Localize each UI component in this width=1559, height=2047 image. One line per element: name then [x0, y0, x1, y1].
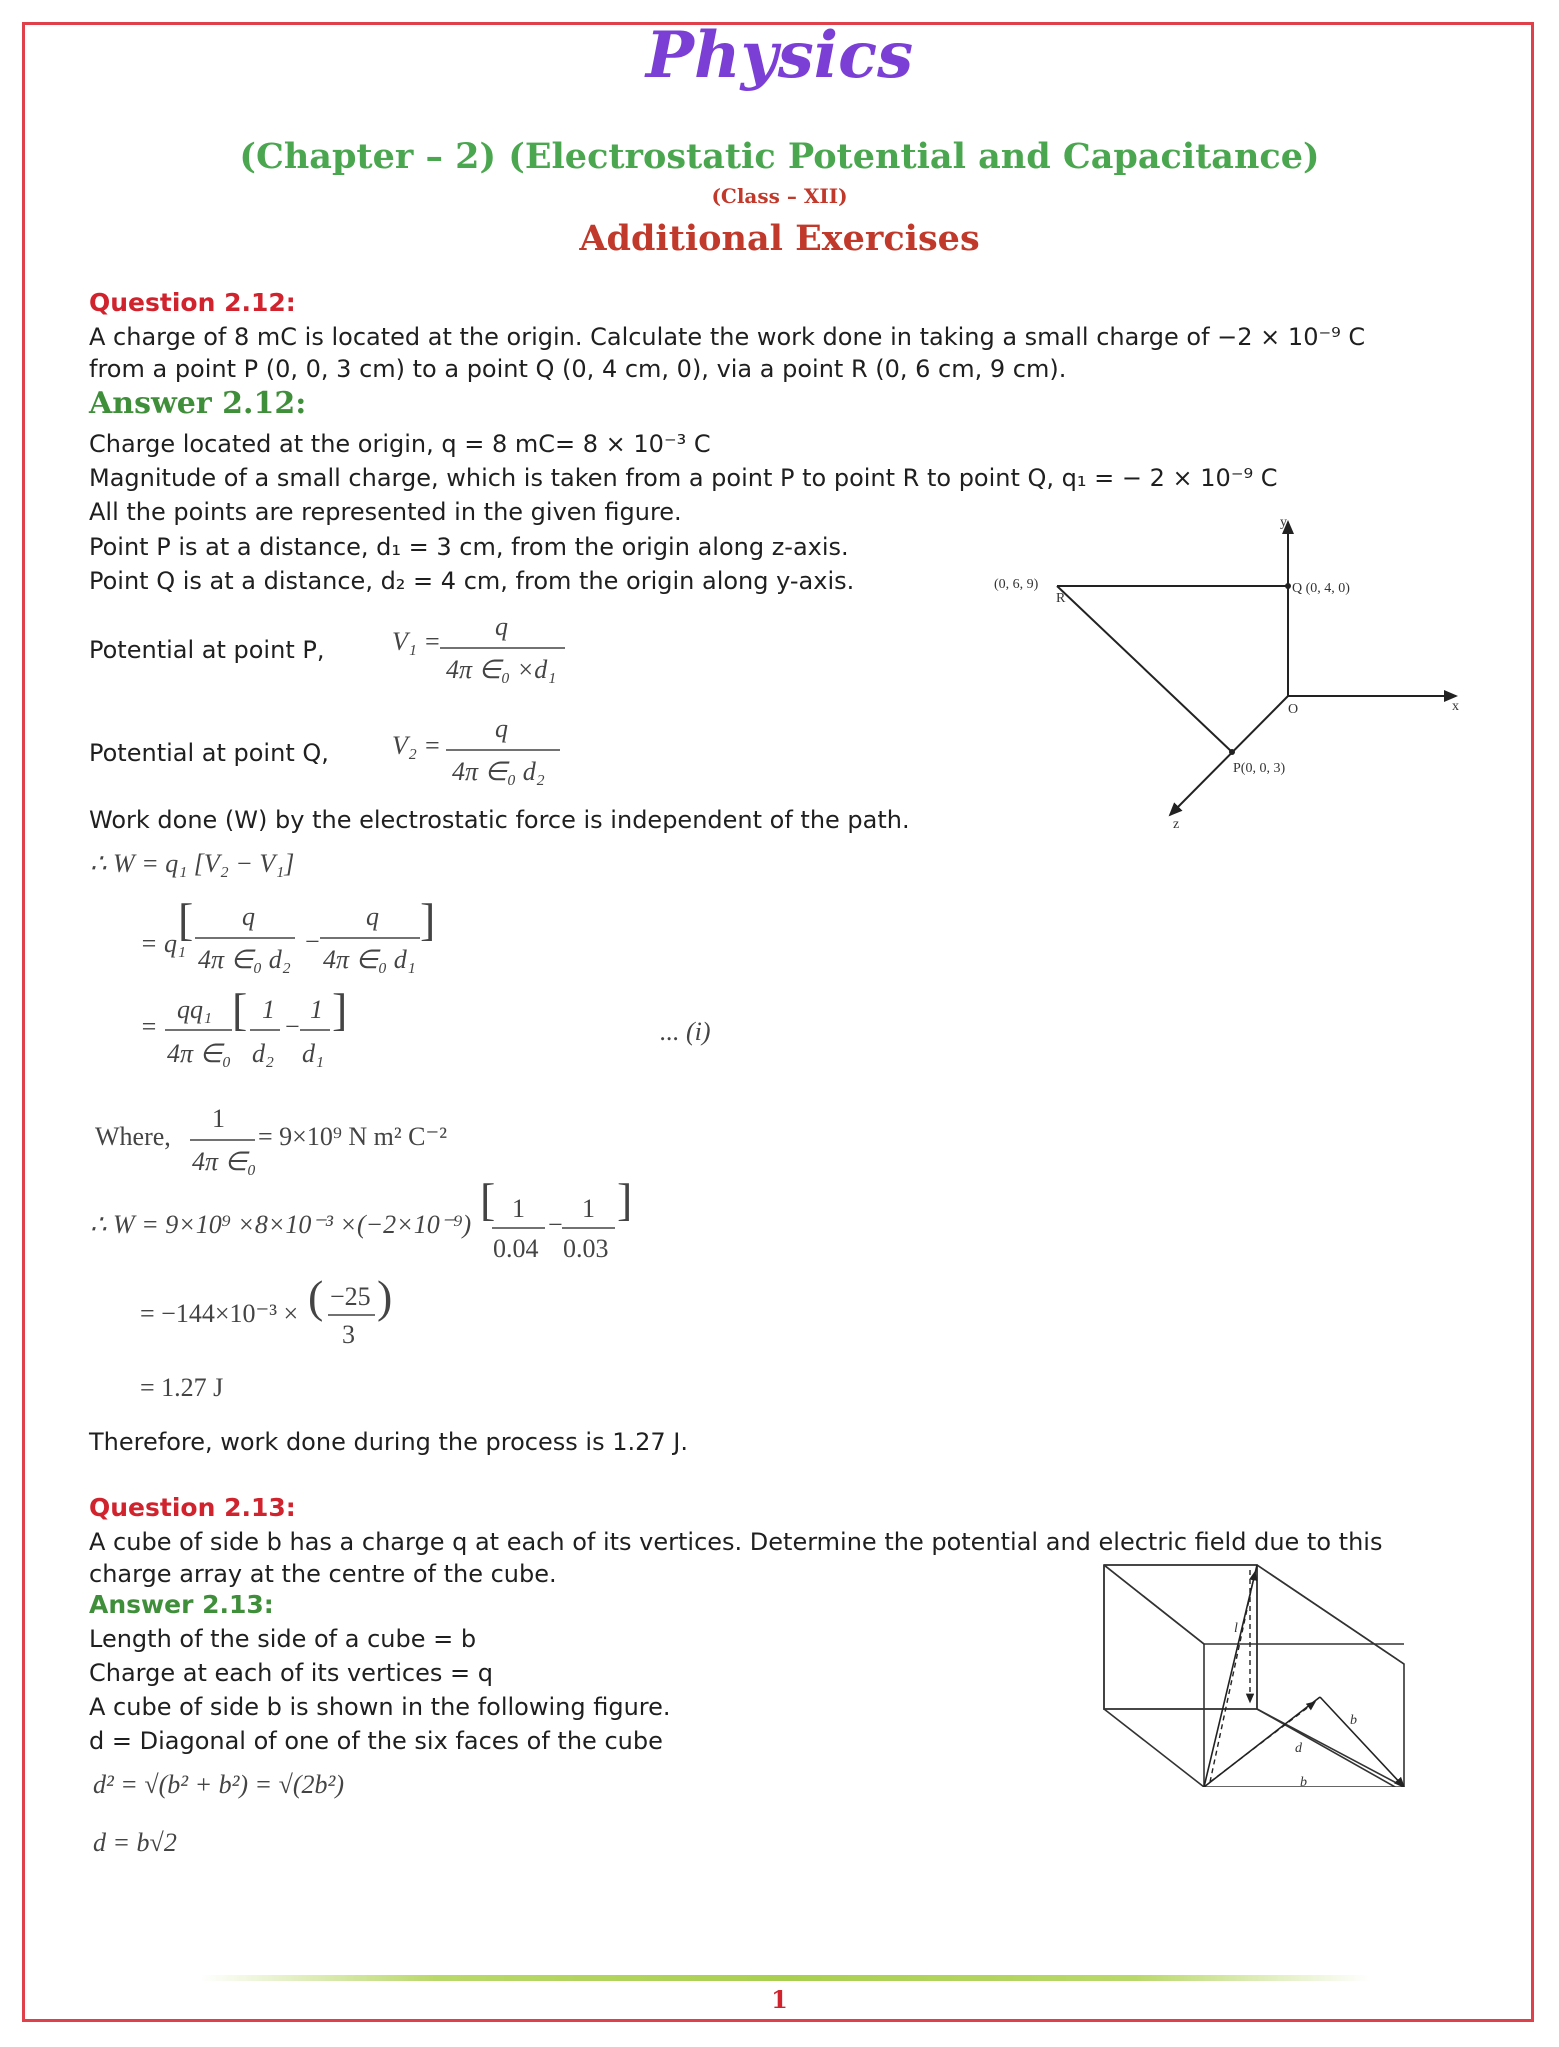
svg-text:]: ] [332, 984, 348, 1035]
question-2-12-label: Question 2.12: [89, 288, 296, 317]
cube-figure-ref: A cube of side b is shown in the following figure. [89, 1693, 671, 1721]
step1-prefix: = q₁ [140, 929, 187, 958]
where-label: Where, [95, 1122, 171, 1151]
cube-figure [1100, 1562, 1415, 1787]
step1-num1: q [242, 902, 255, 931]
chapter-heading: (Chapter – 2) (Electrostatic Potential and Capacitance) [239, 136, 1320, 177]
svg-text:[: [ [178, 894, 194, 945]
w2-f1n: 1 [512, 1194, 525, 1223]
diagonal-value: d = b√2 [93, 1828, 177, 1857]
v2-lhs: V₂ = [392, 731, 441, 760]
question-2-12-text-2: from a point P (0, 0, 3 cm) to a point Q (0, 4 cm, 0), via a point R (0, 6 cm, 9 cm). [89, 355, 1067, 383]
answer-line-point-p: Point P is at a distance, d₁ = 3 cm, from the origin along z-axis. [89, 533, 849, 561]
svg-text:): ) [377, 1271, 393, 1322]
step2-numerator: qq₁ [177, 995, 213, 1024]
answer-2-12-label: Answer 2.12: [89, 386, 307, 421]
step2-f1n: 1 [262, 995, 275, 1024]
y-axis-label: y [1280, 515, 1287, 530]
origin-label: O [1288, 702, 1299, 717]
section-heading: Additional Exercises [579, 218, 980, 259]
step2-f2d: d₁ [302, 1039, 325, 1068]
question-2-12-text-1: A charge of 8 mC is located at the origin. Calculate the work done in taking a small charge of −2 × 10⁻⁹ C [89, 323, 1366, 351]
w2-f2d: 0.03 [563, 1234, 609, 1263]
w3-denominator: 3 [342, 1320, 355, 1349]
v1-numerator: q [495, 612, 508, 641]
step2-f2n: 1 [310, 995, 323, 1024]
w2-f2n: 1 [582, 1194, 595, 1223]
svg-text:(: ( [308, 1271, 324, 1322]
svg-text:]: ] [617, 1174, 633, 1225]
svg-text:−: − [548, 1210, 563, 1239]
answer-line-small-charge: Magnitude of a small charge, which is taken from a point P to point R to point Q, q₁ = − 2 × 10⁻⁹ C [89, 464, 1278, 492]
answer-2-13-label: Answer 2.13: [89, 1590, 274, 1619]
diagonal-squared: d² = √(b² + b²) = √(2b²) [93, 1770, 344, 1799]
potential-p-label: Potential at point P, [89, 636, 325, 664]
page-number: 1 [771, 1985, 788, 2014]
work-result: = 1.27 J [140, 1373, 224, 1402]
work-substitution: ∴ W = 9×10⁹ ×8×10⁻³ ×(−2×10⁻⁹) [90, 1210, 472, 1239]
svg-text:[: [ [232, 984, 248, 1035]
answer-2-12-conclusion: Therefore, work done during the process is 1.27 J. [89, 1428, 688, 1456]
step1-den2: 4π ∈₀ d₁ [323, 945, 416, 974]
coordinate-figure [990, 510, 1470, 840]
cube-side-line: Length of the side of a cube = b [89, 1625, 477, 1653]
page-title: Physics [645, 18, 914, 93]
step1-den1: 4π ∈₀ d₂ [198, 945, 291, 974]
line-rp [1057, 586, 1232, 752]
diagonal-equations [85, 1755, 505, 1875]
k-value: = 9×10⁹ N m² C⁻² [258, 1122, 448, 1151]
cube-label-d: d [1295, 1741, 1302, 1756]
v2-denominator: 4π ∈₀ d₂ [452, 757, 545, 786]
v2-numerator: q [495, 714, 508, 743]
step2-prefix: = [140, 1012, 158, 1041]
x-axis-label: x [1452, 699, 1459, 714]
potential-q-label: Potential at point Q, [89, 739, 329, 767]
k-numerator: 1 [212, 1104, 225, 1133]
point-q-label: Q (0, 4, 0) [1292, 581, 1350, 596]
point-p-label: P(0, 0, 3) [1233, 761, 1286, 776]
cube-charge-line: Charge at each of its vertices = q [89, 1659, 493, 1687]
question-2-13-text-1: A cube of side b has a charge q at each of its vertices. Determine the potential and electric field due to this [89, 1528, 1383, 1556]
cube-label-l: l [1234, 1621, 1238, 1636]
answer-line-point-q: Point Q is at a distance, d₂ = 4 cm, from the origin along y-axis. [89, 567, 855, 595]
cube-label-b-bottom: b [1300, 1775, 1307, 1787]
footer-line [200, 1975, 1370, 1981]
equation-marker: ... (i) [660, 1017, 711, 1046]
step2-f1d: d₂ [252, 1039, 275, 1068]
k-denominator: 4π ∈₀ [192, 1147, 257, 1176]
step2-denominator: 4π ∈₀ [167, 1039, 232, 1068]
w2-f1d: 0.04 [493, 1234, 539, 1263]
answer-line-figure-ref: All the points are represented in the given figure. [89, 498, 682, 526]
w3-numerator: −25 [330, 1282, 371, 1311]
z-axis [1170, 696, 1288, 815]
point-r-label: R [1056, 591, 1066, 606]
svg-text:−: − [285, 1012, 300, 1041]
work-independent-text: Work done (W) by the electrostatic force is independent of the path. [89, 806, 910, 834]
svg-text:[: [ [480, 1174, 496, 1225]
question-2-13-text-2: charge array at the centre of the cube. [89, 1560, 557, 1588]
answer-line-charge: Charge located at the origin, q = 8 mC= 8 × 10⁻³ C [89, 430, 711, 458]
point-r-coords: (0, 6, 9) [994, 577, 1039, 592]
v1-lhs: V₁ = [392, 627, 441, 656]
class-label: (Class – XII) [711, 184, 848, 208]
work-step3: = −144×10⁻³ × [140, 1299, 299, 1328]
diagonal-definition: d = Diagonal of one of the six faces of the cube [89, 1727, 663, 1755]
v1-denominator: 4π ∈₀ ×d₁ [446, 655, 557, 684]
svg-text:]: ] [420, 894, 436, 945]
cube-label-b: b [1350, 1713, 1357, 1728]
question-2-13-label: Question 2.13: [89, 1493, 296, 1522]
svg-text:−: − [305, 927, 320, 956]
step1-num2: q [366, 902, 379, 931]
z-axis-label: z [1173, 817, 1180, 832]
work-equation: ∴ W = q₁ [V₂ − V₁] [90, 849, 295, 878]
